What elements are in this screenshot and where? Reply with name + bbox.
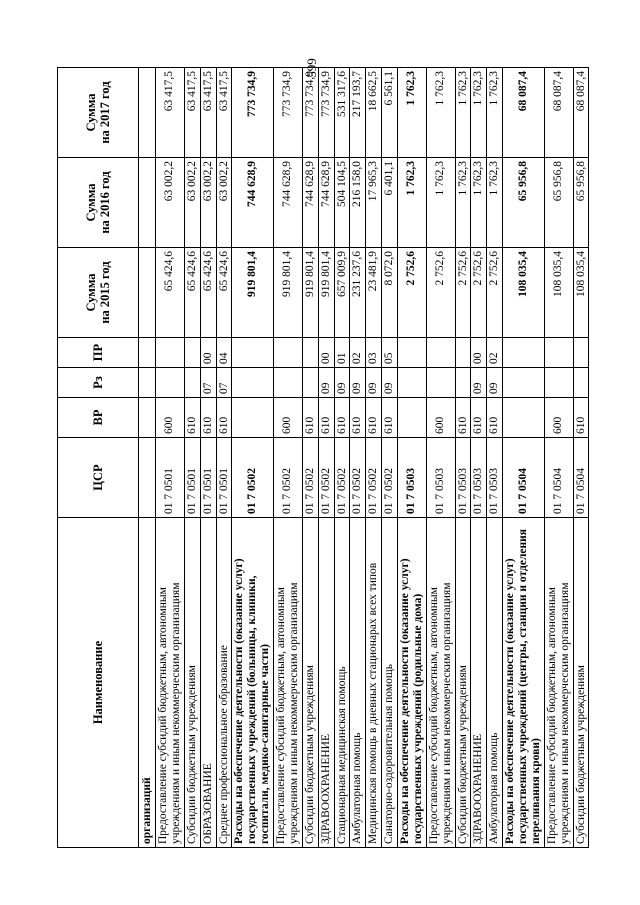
table-row — [184, 68, 200, 848]
row-sum-2015-cell: 65 424,6 — [216, 248, 232, 338]
row-vr-cell — [232, 398, 274, 438]
row-pr-cell — [139, 338, 156, 368]
table-row — [503, 68, 545, 848]
row-name-cell: Субсидии бюджетным учреждениям — [302, 518, 318, 848]
row-sum-2017-cell: 68 087,4 — [544, 68, 573, 158]
row-rz-cell: 09 — [350, 368, 366, 398]
row-name-cell: Расходы на обеспечение деятельности (оказание услуг) государственных учреждений (больницы, клиники, госпитали, медико-санитарные части) — [232, 518, 274, 848]
row-name-cell: Предоставление субсидий бюджетным, автономным учреждениям и иным некоммерческим организациям — [544, 518, 573, 848]
row-sum-2015-cell: 2 752,6 — [487, 248, 503, 338]
table-row — [398, 68, 427, 848]
table-rotation-frame — [57, 68, 587, 848]
row-sum-2017-cell: 531 317,6 — [334, 68, 350, 158]
row-rz-cell — [232, 368, 274, 398]
row-csr-cell: 01 7 0501 — [200, 438, 216, 518]
row-sum-2017-cell: 6 561,1 — [382, 68, 398, 158]
row-sum-2015-cell: 919 801,4 — [274, 248, 303, 338]
row-csr-cell: 01 7 0504 — [573, 438, 589, 518]
row-vr-cell: 610 — [302, 398, 318, 438]
row-sum-2016-cell: 216 158,0 — [350, 158, 366, 248]
row-csr-cell: 01 7 0503 — [487, 438, 503, 518]
row-name-cell: Санаторно-оздоровительная помощь — [382, 518, 398, 848]
row-csr-cell: 01 7 0502 — [334, 438, 350, 518]
row-sum-2017-cell: 773 734,9 — [274, 68, 303, 158]
row-sum-2015-cell: 919 801,4 — [302, 248, 318, 338]
row-csr-cell: 01 7 0503 — [398, 438, 427, 518]
table-row — [334, 68, 350, 848]
row-name-cell: Субсидии бюджетным учреждениям — [573, 518, 589, 848]
header-csr: ЦСР — [58, 438, 139, 518]
row-vr-cell — [398, 398, 427, 438]
row-vr-cell: 610 — [573, 398, 589, 438]
row-sum-2015-cell: 2 752,6 — [471, 248, 487, 338]
row-sum-2016-cell: 63 002,2 — [216, 158, 232, 248]
row-sum-2015-cell: 657 009,9 — [334, 248, 350, 338]
row-rz-cell — [302, 368, 318, 398]
row-sum-2017-cell: 1 762,3 — [426, 68, 455, 158]
row-vr-cell: 600 — [426, 398, 455, 438]
row-vr-cell: 610 — [318, 398, 334, 438]
row-sum-2017-cell: 18 662,5 — [366, 68, 382, 158]
row-vr-cell: 610 — [455, 398, 471, 438]
row-sum-2017-cell: 68 087,4 — [503, 68, 545, 158]
row-vr-cell — [139, 398, 156, 438]
row-csr-cell: 01 7 0504 — [544, 438, 573, 518]
row-pr-cell — [398, 338, 427, 368]
header-vr: ВР — [58, 398, 139, 438]
row-sum-2017-cell: 773 734,9 — [302, 68, 318, 158]
row-pr-cell: 05 — [382, 338, 398, 368]
header-sum-2015: Сумма на 2015 год — [58, 248, 139, 338]
header-pr: ПР — [58, 338, 139, 368]
table-row — [455, 68, 471, 848]
row-vr-cell: 610 — [200, 398, 216, 438]
row-sum-2015-cell: 231 237,6 — [350, 248, 366, 338]
row-rz-cell: 09 — [487, 368, 503, 398]
row-name-cell: организаций — [139, 518, 156, 848]
table-row — [573, 68, 589, 848]
row-sum-2016-cell: 1 762,3 — [426, 158, 455, 248]
row-pr-cell: 02 — [350, 338, 366, 368]
row-sum-2016-cell: 17 965,3 — [366, 158, 382, 248]
row-sum-2015-cell: 8 072,0 — [382, 248, 398, 338]
rotated-table-container — [57, 68, 587, 848]
table-row — [274, 68, 303, 848]
row-rz-cell: 07 — [216, 368, 232, 398]
row-csr-cell: 01 7 0502 — [232, 438, 274, 518]
row-sum-2015-cell: 919 801,4 — [232, 248, 274, 338]
row-sum-2017-cell: 1 762,3 — [455, 68, 471, 158]
row-sum-2015-cell: 919 801,4 — [318, 248, 334, 338]
row-name-cell: Стационарная медицинская помощь — [334, 518, 350, 848]
table-row — [156, 68, 185, 848]
row-sum-2015-cell: 23 481,9 — [366, 248, 382, 338]
row-rz-cell — [274, 368, 303, 398]
row-name-cell: Среднее профессиональное образование — [216, 518, 232, 848]
row-csr-cell: 01 7 0502 — [382, 438, 398, 518]
row-sum-2017-cell: 1 762,3 — [471, 68, 487, 158]
row-sum-2015-cell: 65 424,6 — [156, 248, 185, 338]
row-sum-2017-cell: 1 762,3 — [398, 68, 427, 158]
row-csr-cell: 01 7 0503 — [455, 438, 471, 518]
table-row — [487, 68, 503, 848]
row-sum-2016-cell: 65 956,8 — [573, 158, 589, 248]
row-sum-2015-cell: 2 752,6 — [426, 248, 455, 338]
row-pr-cell: 00 — [318, 338, 334, 368]
row-pr-cell: 02 — [487, 338, 503, 368]
row-sum-2016-cell: 744 628,9 — [302, 158, 318, 248]
row-name-cell: ЗДРАВООХРАНЕНИЕ — [471, 518, 487, 848]
row-vr-cell: 610 — [350, 398, 366, 438]
page-number-text: 599 — [304, 58, 319, 78]
row-vr-cell — [503, 398, 545, 438]
row-rz-cell: 09 — [334, 368, 350, 398]
row-vr-cell: 610 — [382, 398, 398, 438]
row-vr-cell: 610 — [487, 398, 503, 438]
row-csr-cell: 01 7 0503 — [426, 438, 455, 518]
row-vr-cell: 600 — [156, 398, 185, 438]
row-pr-cell — [302, 338, 318, 368]
row-name-cell: Субсидии бюджетным учреждениям — [184, 518, 200, 848]
row-csr-cell: 01 7 0504 — [503, 438, 545, 518]
row-csr-cell: 01 7 0502 — [366, 438, 382, 518]
row-sum-2015-cell: 2 752,6 — [455, 248, 471, 338]
table-row — [216, 68, 232, 848]
row-sum-2016-cell: 6 401,1 — [382, 158, 398, 248]
row-csr-cell: 01 7 0502 — [350, 438, 366, 518]
table-row — [471, 68, 487, 848]
table-row — [426, 68, 455, 848]
row-name-cell: Предоставление субсидий бюджетным, автономным учреждениям и иным некоммерческим организациям — [426, 518, 455, 848]
row-sum-2015-cell: 65 424,6 — [184, 248, 200, 338]
row-pr-cell — [544, 338, 573, 368]
row-sum-2016-cell: 1 762,3 — [398, 158, 427, 248]
row-name-cell: Предоставление субсидий бюджетным, автономным учреждениям и иным некоммерческим организациям — [156, 518, 185, 848]
row-pr-cell: 00 — [471, 338, 487, 368]
row-sum-2016-cell: 744 628,9 — [274, 158, 303, 248]
row-pr-cell: 00 — [200, 338, 216, 368]
row-pr-cell — [503, 338, 545, 368]
budget-table — [57, 67, 589, 848]
row-pr-cell: 04 — [216, 338, 232, 368]
row-name-cell: Расходы на обеспечение деятельности (оказание услуг) государственных учреждений (центры, станции и отделения переливания крови) — [503, 518, 545, 848]
row-pr-cell — [156, 338, 185, 368]
row-rz-cell: 09 — [382, 368, 398, 398]
header-name: Наименование — [58, 518, 139, 848]
row-sum-2016-cell — [139, 158, 156, 248]
row-sum-2017-cell: 1 762,3 — [487, 68, 503, 158]
table-row — [318, 68, 334, 848]
row-csr-cell: 01 7 0502 — [274, 438, 303, 518]
row-pr-cell — [232, 338, 274, 368]
row-sum-2017-cell: 773 734,9 — [318, 68, 334, 158]
row-rz-cell: 07 — [200, 368, 216, 398]
row-name-cell: Предоставление субсидий бюджетным, автономным учреждениям и иным некоммерческим организациям — [274, 518, 303, 848]
row-pr-cell — [426, 338, 455, 368]
row-csr-cell: 01 7 0503 — [471, 438, 487, 518]
row-csr-cell: 01 7 0501 — [156, 438, 185, 518]
row-sum-2015-cell: 65 424,6 — [200, 248, 216, 338]
row-sum-2015-cell: 2 752,6 — [398, 248, 427, 338]
row-sum-2017-cell: 63 417,5 — [216, 68, 232, 158]
row-sum-2017-cell — [139, 68, 156, 158]
row-sum-2016-cell: 1 762,3 — [455, 158, 471, 248]
row-vr-cell: 610 — [471, 398, 487, 438]
row-name-cell: Медицинская помощь в дневных стационарах всех типов — [366, 518, 382, 848]
row-name-cell: Амбулаторная помощь — [350, 518, 366, 848]
row-sum-2015-cell: 108 035,4 — [503, 248, 545, 338]
table-row — [200, 68, 216, 848]
row-sum-2016-cell: 1 762,3 — [471, 158, 487, 248]
table-row — [139, 68, 156, 848]
row-sum-2017-cell: 63 417,5 — [200, 68, 216, 158]
header-sum-2017: Сумма на 2017 год — [58, 68, 139, 158]
row-name-cell: ОБРАЗОВАНИЕ — [200, 518, 216, 848]
row-csr-cell: 01 7 0502 — [318, 438, 334, 518]
row-pr-cell — [274, 338, 303, 368]
row-pr-cell — [573, 338, 589, 368]
row-vr-cell: 610 — [334, 398, 350, 438]
row-rz-cell — [184, 368, 200, 398]
row-sum-2017-cell: 773 734,9 — [232, 68, 274, 158]
row-pr-cell — [184, 338, 200, 368]
row-csr-cell: 01 7 0501 — [184, 438, 200, 518]
row-name-cell: Амбулаторная помощь — [487, 518, 503, 848]
row-sum-2015-cell: 108 035,4 — [573, 248, 589, 338]
table-row — [302, 68, 318, 848]
row-sum-2016-cell: 744 628,9 — [318, 158, 334, 248]
row-sum-2016-cell: 63 002,2 — [156, 158, 185, 248]
row-sum-2016-cell: 1 762,3 — [487, 158, 503, 248]
row-rz-cell: 09 — [471, 368, 487, 398]
row-sum-2017-cell: 63 417,5 — [184, 68, 200, 158]
row-sum-2017-cell: 217 193,7 — [350, 68, 366, 158]
table-row — [366, 68, 382, 848]
row-rz-cell — [455, 368, 471, 398]
row-name-cell: Субсидии бюджетным учреждениям — [455, 518, 471, 848]
row-sum-2016-cell: 63 002,2 — [184, 158, 200, 248]
table-body — [139, 68, 589, 848]
row-rz-cell — [426, 368, 455, 398]
row-csr-cell: 01 7 0502 — [302, 438, 318, 518]
row-name-cell: Расходы на обеспечение деятельности (оказание услуг) государственных учреждений (родильные дома) — [398, 518, 427, 848]
row-sum-2016-cell: 504 104,5 — [334, 158, 350, 248]
row-sum-2015-cell: 108 035,4 — [544, 248, 573, 338]
row-sum-2016-cell: 744 628,9 — [232, 158, 274, 248]
row-sum-2016-cell: 65 956,8 — [544, 158, 573, 248]
row-sum-2016-cell: 63 002,2 — [200, 158, 216, 248]
table-header-row — [58, 68, 139, 848]
row-vr-cell: 600 — [274, 398, 303, 438]
row-vr-cell: 610 — [366, 398, 382, 438]
row-rz-cell: 09 — [318, 368, 334, 398]
row-rz-cell — [573, 368, 589, 398]
row-sum-2016-cell: 65 956,8 — [503, 158, 545, 248]
row-pr-cell: 03 — [366, 338, 382, 368]
row-rz-cell — [544, 368, 573, 398]
row-pr-cell — [455, 338, 471, 368]
table-row — [544, 68, 573, 848]
row-sum-2017-cell: 63 417,5 — [156, 68, 185, 158]
row-vr-cell: 610 — [216, 398, 232, 438]
row-pr-cell: 01 — [334, 338, 350, 368]
row-rz-cell: 09 — [366, 368, 382, 398]
table-row — [350, 68, 366, 848]
table-row — [232, 68, 274, 848]
row-rz-cell — [503, 368, 545, 398]
row-csr-cell: 01 7 0501 — [216, 438, 232, 518]
row-csr-cell — [139, 438, 156, 518]
row-vr-cell: 600 — [544, 398, 573, 438]
row-rz-cell — [398, 368, 427, 398]
row-sum-2015-cell — [139, 248, 156, 338]
header-rz: Рз — [58, 368, 139, 398]
row-rz-cell — [156, 368, 185, 398]
row-name-cell: ЗДРАВООХРАНЕНИЕ — [318, 518, 334, 848]
row-sum-2017-cell: 68 087,4 — [573, 68, 589, 158]
row-vr-cell: 610 — [184, 398, 200, 438]
table-row — [382, 68, 398, 848]
row-rz-cell — [139, 368, 156, 398]
header-sum-2016: Сумма на 2016 год — [58, 158, 139, 248]
